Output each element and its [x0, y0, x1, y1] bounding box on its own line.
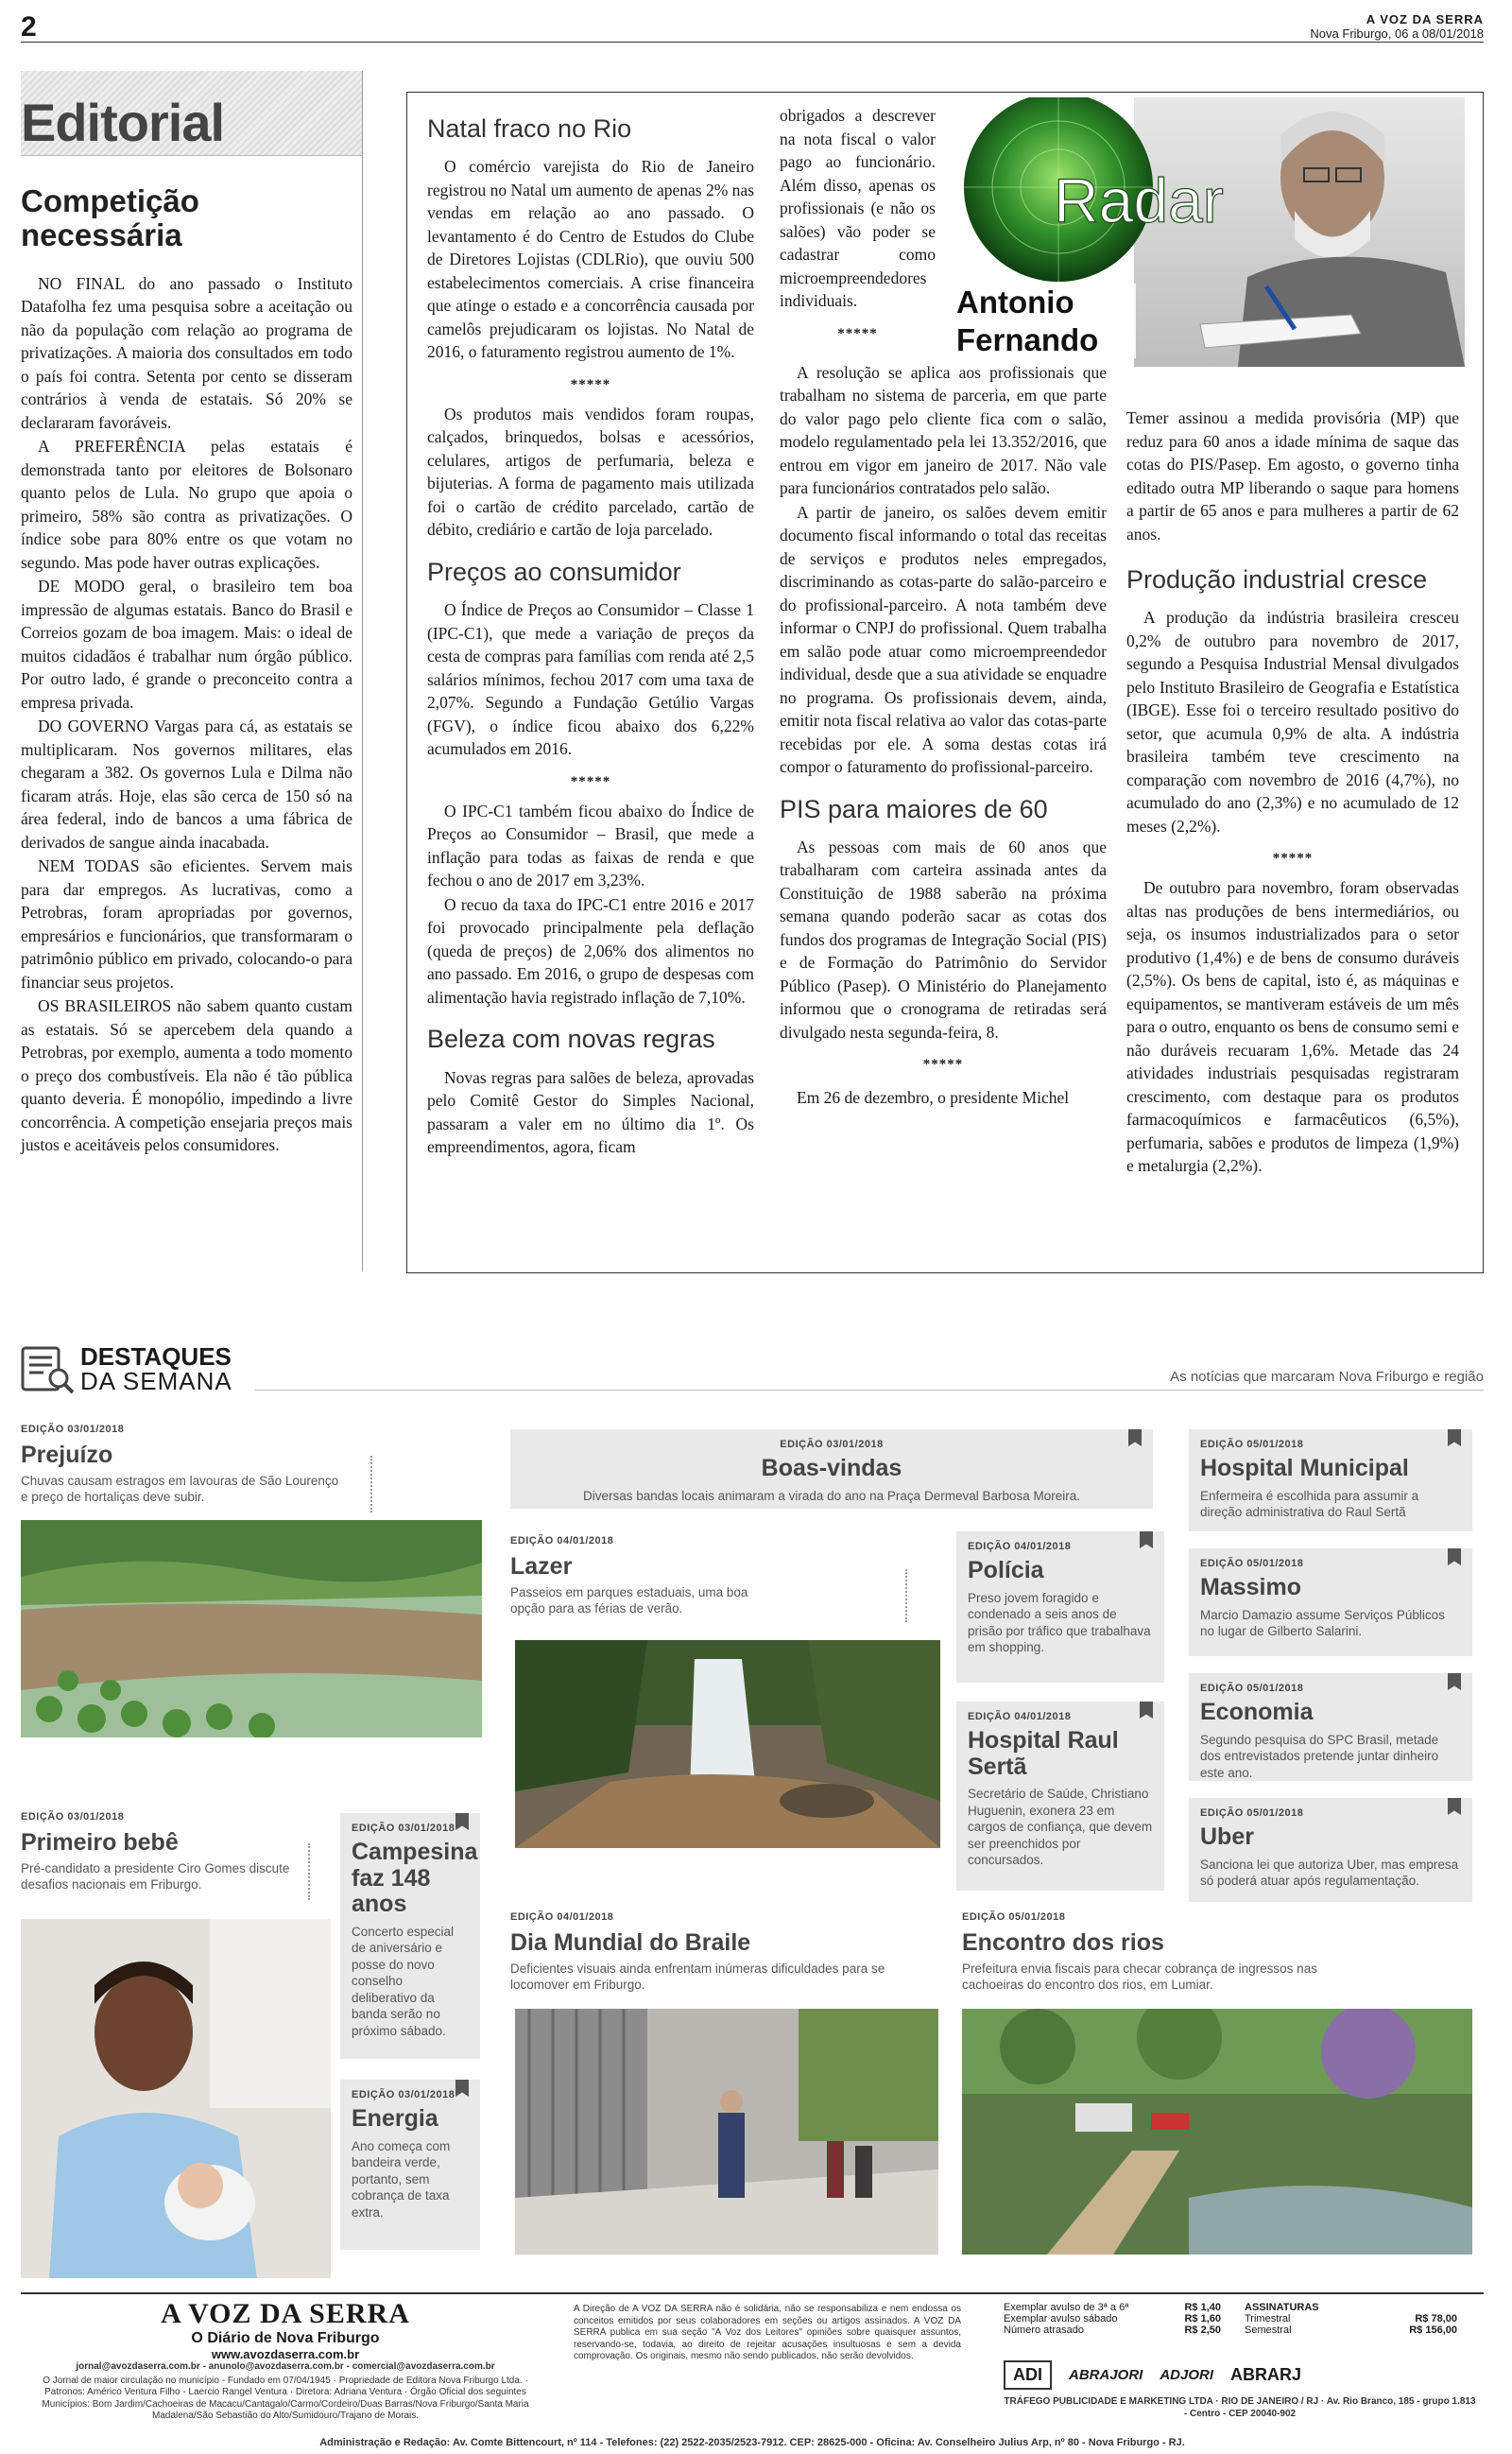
paragraph: Em 26 de dezembro, o presidente Michel [797, 1088, 1070, 1108]
street-photo [515, 2009, 938, 2255]
highlight-prejuizo[interactable] [21, 1420, 380, 1506]
highlight-desc: Sanciona lei que autoriza Uber, mas empresa só poderá atuar após regulamentação. [1200, 1857, 1459, 1889]
paragraph: A resolução se aplica aos profissionais que trabalham no sistema de parceria, em que parte do valor pago pelo cliente fica com o salão, modelo regulamentado pela lei 13.352/2016, que entrou em vigor em janeiro de 2017. Não vale para funcionários contratados pelo salão. [780, 362, 1107, 497]
subhead: Beleza com novas regras [427, 1025, 715, 1054]
date-line: Nova Friburgo, 06 a 08/01/2018 [1310, 26, 1484, 41]
highlight-desc: Diversas bandas locais animaram a virada do ano na Praça Dermeval Barbosa Moreira. [583, 1488, 1080, 1503]
paper-name: A VOZ DA SERRA [1366, 12, 1484, 26]
newspaper-search-icon [21, 1342, 77, 1395]
edition-label: EDIÇÃO 05/01/2018 [1200, 1439, 1304, 1450]
edition-label: EDIÇÃO 05/01/2018 [962, 1911, 1066, 1923]
subs-label: Trimestral [1245, 2313, 1291, 2324]
edition-label: EDIÇÃO 04/01/2018 [510, 1911, 614, 1923]
logo-adjori: ADJORI [1160, 2367, 1214, 2383]
price-row [1004, 2313, 1221, 2324]
price-value: R$ 1,40 [1184, 2302, 1221, 2313]
highlight-desc: Enfermeira é escolhida para assumir a direção administrativa do Raul Sertã [1200, 1488, 1419, 1520]
highlight-desc: Secretário de Saúde, Christiano Huguenin, exonera 23 em cargos de confiança, que devem ser preenchidos por concursados. [968, 1787, 1153, 1868]
highlight-title: Prejuízo [21, 1442, 113, 1468]
price-label: Exemplar avulso sábado [1004, 2313, 1118, 2324]
highlight-title: Economia [1200, 1699, 1314, 1725]
page-number: 2 [21, 11, 37, 43]
separator-stars: ***** [570, 376, 611, 392]
edition-label: EDIÇÃO 03/01/2018 [780, 1439, 884, 1450]
destaques-rule [255, 1390, 1484, 1391]
logo-adi: ADI [1004, 2360, 1052, 2390]
paragraph: Temer assinou a medida provisória (MP) que reduz para 60 anos a idade mínima de saque das cotas do PIS/Pasep. Em agosto, o governo tinha editado outra MP liberando o saque para homens a partir de 65 anos e para mulheres a partir de 62 anos. [1126, 408, 1459, 544]
highlight-energia[interactable] [340, 2080, 480, 2250]
edition-label: EDIÇÃO 05/01/2018 [1200, 1807, 1304, 1819]
highlight-desc: Pré-candidato a presidente Ciro Gomes discute desafios nacionais em Friburgo. [21, 1860, 290, 1892]
footer-info: O Jornal de maior circulação no município - Fundado em 07/04/1945 · Propriedade de Editora Nova Friburgo Ltda. · Patronos: Américo Ventura Filho - Laercio Rangel Ventura · Diretora: Adriana Ventura · Órgão Oficial dos seguintes Municípios: Bom Jardim/Cachoeiras de Macacu/Cantagalo/Carmo/Cordeiro/Duas Barras/Nova Friburgo/Santa Maria Madalena/São Sebastião do Alto/Sumidouro/Trajano de Morais. [42, 2375, 529, 2421]
paragraph: O comércio varejista do Rio de Janeiro registrou no Natal um aumento de apenas 2% nas vendas em relação ao ano passado. O levantamento é do Centro de Estudos do Clube de Diretores Lojistas (CDLRio), que ouviu 500 estabelecimentos comerciais. A crise financeira que atinge o estado e a concorrência causada por camelôs prejudicaram os lojistas. No Natal de 2016, o faturamento registrou aumento de 1%. [427, 157, 755, 362]
separator-stars: ***** [922, 1057, 964, 1073]
author-name: Antonio Fernando [956, 284, 1136, 358]
dotted-leader [905, 1569, 907, 1622]
highlight-title: Uber [1200, 1823, 1254, 1850]
edition-label: EDIÇÃO 04/01/2018 [968, 1541, 1072, 1552]
paragraph: A produção da indústria brasileira cresceu 0,2% de outubro para novembro de 2017, segundo a Pesquisa Industrial Mensal divulgados pelo Instituto Brasileiro de Geografia e Estatística (IBGE). Esse foi o terceiro resultado positivo do setor, que acumula 0,9% de alta. A indústria brasileira também teve crescimento na comparação com novembro de 2016 (4,7%), no acumulado do ano (2,3%) e no acumulado de 12 meses (2,2%). [1126, 608, 1459, 836]
paragraph: O recuo da taxa do IPC-C1 entre 2016 e 2017 foi provocado principalmente pela deflação (queda de preços) de 2,06% dos alimentos no ano passado. Em 2016, o grupo de despesas com alimentação havia registrado inflação de 7,10%. [427, 894, 754, 1007]
footer-subtitle: O Diário de Nova Friburgo [191, 2330, 380, 2346]
edition-label: EDIÇÃO 03/01/2018 [352, 2089, 455, 2100]
river-photo [962, 2009, 1472, 2255]
destaques-title-a: DESTAQUES [80, 1342, 232, 1371]
price-row [1004, 2302, 1221, 2313]
header-rule [21, 42, 1484, 43]
highlight-title: Massimo [1200, 1574, 1301, 1600]
logo-abrarj: ABRARJ [1230, 2365, 1302, 2384]
footer-marketing: TRÁFEGO PUBLICIDADE E MARKETING LTDA · RIO DE JANEIRO / RJ · Av. Rio Branco, 185 - grupo 1.813 - Centro - CEP 20040-902 [1004, 2396, 1476, 2419]
price-label: Número atrasado [1004, 2324, 1084, 2336]
editorial-column [21, 71, 363, 1271]
separator-stars: ***** [837, 325, 878, 341]
waterfall-photo [515, 1640, 940, 1848]
subs-title: ASSINATURAS [1245, 2302, 1319, 2313]
separator-stars: ***** [1272, 851, 1314, 867]
footer-site[interactable] [21, 2347, 550, 2361]
price-value: R$ 2,50 [1184, 2324, 1221, 2336]
highlight-title: Polícia [968, 1557, 1044, 1583]
footer-subscriptions [1245, 2302, 1457, 2336]
highlight-hospital-municipal[interactable] [1189, 1429, 1472, 1531]
subhead: Natal fraco no Rio [427, 114, 632, 143]
highlight-primeiro-bebe[interactable] [21, 1807, 333, 1893]
highlight-desc: Deficientes visuais ainda enfrentam inúmeras dificuldades para se locomover em Friburgo. [510, 1961, 885, 1993]
edition-label: EDIÇÃO 03/01/2018 [21, 1811, 125, 1823]
dotted-leader [370, 1456, 372, 1512]
edition-label: EDIÇÃO 04/01/2018 [968, 1711, 1072, 1722]
highlight-title: Energia [352, 2105, 438, 2132]
masthead [1310, 13, 1484, 42]
destaques-title-b: DA SEMANA [80, 1367, 232, 1395]
logo-abrajori: ABRAJORI [1069, 2367, 1143, 2383]
highlight-campesina[interactable] [340, 1813, 480, 2059]
paragraph: A partir de janeiro, os salões devem emitir documento fiscal informando o total das receitas de serviços e produtos neles empregados, discriminando as cotas-parte do salão-parceiro e do profissional-parceiro. A nota também deve informar o CNPJ do profissional. Quem trabalha em salão pode atuar como microempreendedor individual, desde que a sua atividade se enquadre no programa. Os profissionais devem, ainda, emitir nota fiscal relativa ao valor das cotas-parte recebidas por ele. A soma destas cotas irá compor o faturamento do profissional-parceiro. [780, 502, 1107, 776]
editorial-paragraph: DO GOVERNO Vargas para cá, as estatais se multiplicaram. Nos governos militares, elas chegaram a 382. Os governos Lula e Dilma não ficaram atrás. Hoje, elas são cerca de 150 só na área federal, indo de bancos a uma fábrica de derivados de sangue ainda inacabada. [21, 717, 352, 852]
highlight-desc: Marcio Damazio assume Serviços Públicos no lugar de Gilberto Salarini. [1200, 1607, 1445, 1639]
radar-column-1 [427, 104, 754, 1160]
edition-label: EDIÇÃO 03/01/2018 [352, 1823, 455, 1834]
footer-masthead [21, 2298, 550, 2425]
highlight-title: Encontro dos rios [962, 1929, 1164, 1956]
highlight-lazer[interactable] [510, 1531, 794, 1617]
subs-row [1245, 2313, 1457, 2324]
highlight-massimo[interactable] [1189, 1548, 1472, 1656]
highlight-desc: Prefeitura envia fiscais para checar cobrança de ingressos nas cachoeiras do encontro dos rios, em Lumiar. [962, 1961, 1317, 1993]
paragraph: O IPC-C1 também ficou abaixo do Índice de Preços ao Consumidor – Brasil, que mede a inflação para todas as faixas de renda e que fechou o ano de 2017 em 3,23%. [427, 801, 754, 890]
dotted-leader [308, 1843, 310, 1900]
highlight-desc: Ano começa com bandeira verde, portanto, sem cobrança de taxa extra. [352, 2138, 451, 2220]
subhead: Preços ao consumidor [427, 557, 681, 586]
footer-prices [1004, 2302, 1221, 2336]
paragraph: O Índice de Preços ao Consumidor – Classe 1 (IPC-C1), que mede a variação de preços da cesta de compras para famílias com renda até 2,5 salários mínimos, fechou 2017 com uma taxa de 2,07%. Segundo a Fundação Getúlio Vargas (FGV), o índice ficou abaixo dos 6,22% acumulados em 2016. [427, 600, 754, 759]
paragraph: As pessoas com mais de 60 anos que trabalharam com carteira assinada antes da Constituição de 1988 saberão na próxima semana quando poderão sacar as cotas dos fundos dos programas de Integração Social (PIS) e de Formação do Patrimônio do Servidor Público (Pasep). O Ministério do Planejamento informou que o cronograma de retiradas será divulgado nesta segunda-feira, 8. [780, 837, 1107, 1042]
footer-logos [1004, 2360, 1476, 2390]
footer [21, 2292, 1484, 2434]
footer-emails: jornal@avozdaserra.com.br - anunolo@avozdaserra.com.br - comercial@avozdaserra.com.br [76, 2361, 495, 2372]
editorial-header [21, 71, 362, 156]
price-label: Exemplar avulso de 3ª a 6ª [1004, 2302, 1129, 2313]
highlight-title: Hospital Raul Sertã [968, 1727, 1119, 1780]
footer-disclaimer: A Direção de A VOZ DA SERRA não é solidária, não se responsabiliza e nem endossa os conceitos emitidos por seus colaboradores em seções ou artigos assinados. A VOZ DA SERRA publica em sua seção "A Voz dos Leitores" opiniões sobre quaisquer assuntos, reservando-se, todavia, ao direito de rejeitar acusações insultuosas e sem a devida comprovação. Os originais, mesmo não sendo publicados, não serão devolvidos. [574, 2304, 961, 2361]
edition-label: EDIÇÃO 04/01/2018 [510, 1535, 614, 1547]
nurse-baby-photo [21, 1919, 331, 2278]
radar-column-3 [1126, 406, 1459, 1179]
edition-label: EDIÇÃO 05/01/2018 [1200, 1558, 1304, 1569]
subs-row [1245, 2324, 1457, 2336]
editorial-body [21, 272, 362, 1157]
editorial-paragraph: NO FINAL do ano passado o Instituto Datafolha fez uma pesquisa sobre a aceitação ou não da população com relação ao programa de privatizações. A maioria dos consultados em todo o país foi contra. Setenta por cento se disseram contrários à venda de estatais. Só 20% se declararam favoráveis. [21, 273, 352, 432]
paragraph: Os produtos mais vendidos foram roupas, calçados, brinquedos, bolsas e acessórios, celulares, artigos de perfumaria, beleza e bijuterias. A forma de pagamento mais utilizada foi o cartão de crédito parcelado, cartão de débito, crediário e cartão de loja parcelado. [427, 404, 754, 540]
subhead: Produção industrial cresce [1126, 565, 1428, 594]
subs-value: R$ 156,00 [1409, 2324, 1457, 2336]
radar-logo-text: Radar [1054, 165, 1224, 235]
subhead: PIS para maiores de 60 [780, 794, 1048, 823]
editorial-paragraph: DE MODO geral, o brasileiro tem boa impressão de algumas estatais. Banco do Brasil e Correios gozam de boa imagem. Mais: o ideal de muitos cidadãos é trabalhar num órgão público. Por outro lado, é grande o preconceito contra a empresa privada. [21, 577, 352, 712]
highlight-title: Boas-vindas [761, 1455, 902, 1481]
paragraph: De outubro para novembro, foram observadas altas nas produções de bens intermediários, ou seja, os insumos industrializados para o setor produtivo (1,4%) e de bens de consumo duráveis (2,5%). Os bens de capital, isto é, as máquinas e equipamentos, se mantiveram estáveis de um mês para o outro, enquanto os bens de consumo semi e não duráveis recuaram 1,6%. Metade das 24 atividades industriais pesquisadas registraram crescimento, com destaque para os produtos farmacoquímicos e farmacêuticos (6,5%), perfumaria, sabões e produtos de limpeza (1,9%) e metalurgia (2,2%). [1126, 878, 1459, 1176]
paragraph: obrigados a descrever na nota fiscal o valor pago ao funcionário. Além disso, apenas os profissionais (e não os salões) vão poder se cadastrar como microempreendedores individuais. [780, 106, 936, 310]
highlight-title: Dia Mundial do Braile [510, 1929, 751, 1956]
highlight-desc: Segundo pesquisa do SPC Brasil, metade dos entrevistados pretende juntar dinheiro este ano. [1200, 1732, 1439, 1780]
highlight-title: Hospital Municipal [1200, 1455, 1409, 1481]
highlight-desc: Chuvas causam estragos em lavouras de São Lourenço e preço de hortaliças deve subir. [21, 1473, 339, 1505]
flooded-field-photo [21, 1520, 482, 1737]
editorial-paragraph: NEM TODAS são eficientes. Servem mais para dar empregos. As lucrativas, como a Petrobras, foram apropriadas por governos, empresários e funcionários, que transformaram o patrimônio público em privado, colocando-o para financiar seus projetos. [21, 856, 352, 992]
highlight-title: Primeiro bebê [21, 1829, 179, 1856]
destaques-title [80, 1344, 232, 1393]
separator-stars: ***** [570, 773, 611, 789]
edition-label: EDIÇÃO 03/01/2018 [21, 1424, 125, 1435]
subs-value: R$ 78,00 [1415, 2313, 1457, 2324]
highlight-desc: Passeios em parques estaduais, uma boa opção para as férias de verão. [510, 1584, 748, 1616]
footer-site-link[interactable]: www.avozdaserra.com.br [211, 2347, 360, 2361]
editorial-label: Editorial [21, 93, 225, 152]
highlight-title: Lazer [510, 1553, 573, 1580]
footer-title: A VOZ DA SERRA [161, 2298, 410, 2329]
destaques-tagline: As notícias que marcaram Nova Friburgo e região [1170, 1369, 1484, 1385]
highlight-policia[interactable] [956, 1531, 1164, 1683]
edition-label: EDIÇÃO 05/01/2018 [1200, 1683, 1304, 1694]
editorial-paragraph: OS BRASILEIROS não sabem quanto custam as estatais. Só se apercebem dela quando a Petrobras, por exemplo, aumenta a todo momento o preço dos combustíveis. Ela não é tão pública quanto deveria. É monopólio, impedindo a livre concorrência. A competição ensejaria preços mais justos e aceitáveis pelos consumidores. [21, 996, 352, 1155]
price-row [1004, 2324, 1221, 2336]
highlight-encontro-rios[interactable] [962, 1908, 1472, 1994]
paragraph: Novas regras para salões de beleza, aprovadas pelo Comitê Gestor do Simples Nacional, passaram a valer em no último dia 1º. Os empreendimentos, agora, ficam [427, 1067, 754, 1157]
highlight-title: Campesina faz 148 anos [352, 1839, 478, 1917]
highlight-desc: Preso jovem foragido e condenado a seis anos de prisão por tráfico que trabalhava em shopping. [968, 1590, 1151, 1655]
footer-address: Administração e Redação: Av. Comte Bittencourt, nº 114 - Telefones: (22) 2522-2035/2523-7912. CEP: 28625-000 - Oficina: Av. Conselheiro Julius Arp, nº 80 - Nova Friburgo - RJ. [319, 2437, 1185, 2448]
editorial-title: Competição necessária [21, 183, 199, 253]
highlight-uber[interactable] [1189, 1798, 1472, 1902]
highlight-boas-vindas[interactable] [510, 1429, 1153, 1509]
subs-label: Semestral [1245, 2324, 1292, 2336]
highlight-economia[interactable] [1189, 1673, 1472, 1781]
price-value: R$ 1,60 [1184, 2313, 1221, 2324]
highlight-desc: Concerto especial de aniversário e posse do novo conselho deliberativo da banda serão no próximo sábado. [352, 1924, 455, 2038]
highlight-braile[interactable] [510, 1908, 945, 1994]
highlight-hospital-raul-serta[interactable] [956, 1702, 1164, 1891]
editorial-paragraph: A PREFERÊNCIA pelas estatais é demonstrada tanto por eleitores de Bolsonaro quanto pelos de Lula. No grupo que apoia o primeiro, 58% são contra as privatizações. O índice sobe para 80% entre os que votam no segundo. Mas pode haver outras explicações. [21, 437, 352, 572]
